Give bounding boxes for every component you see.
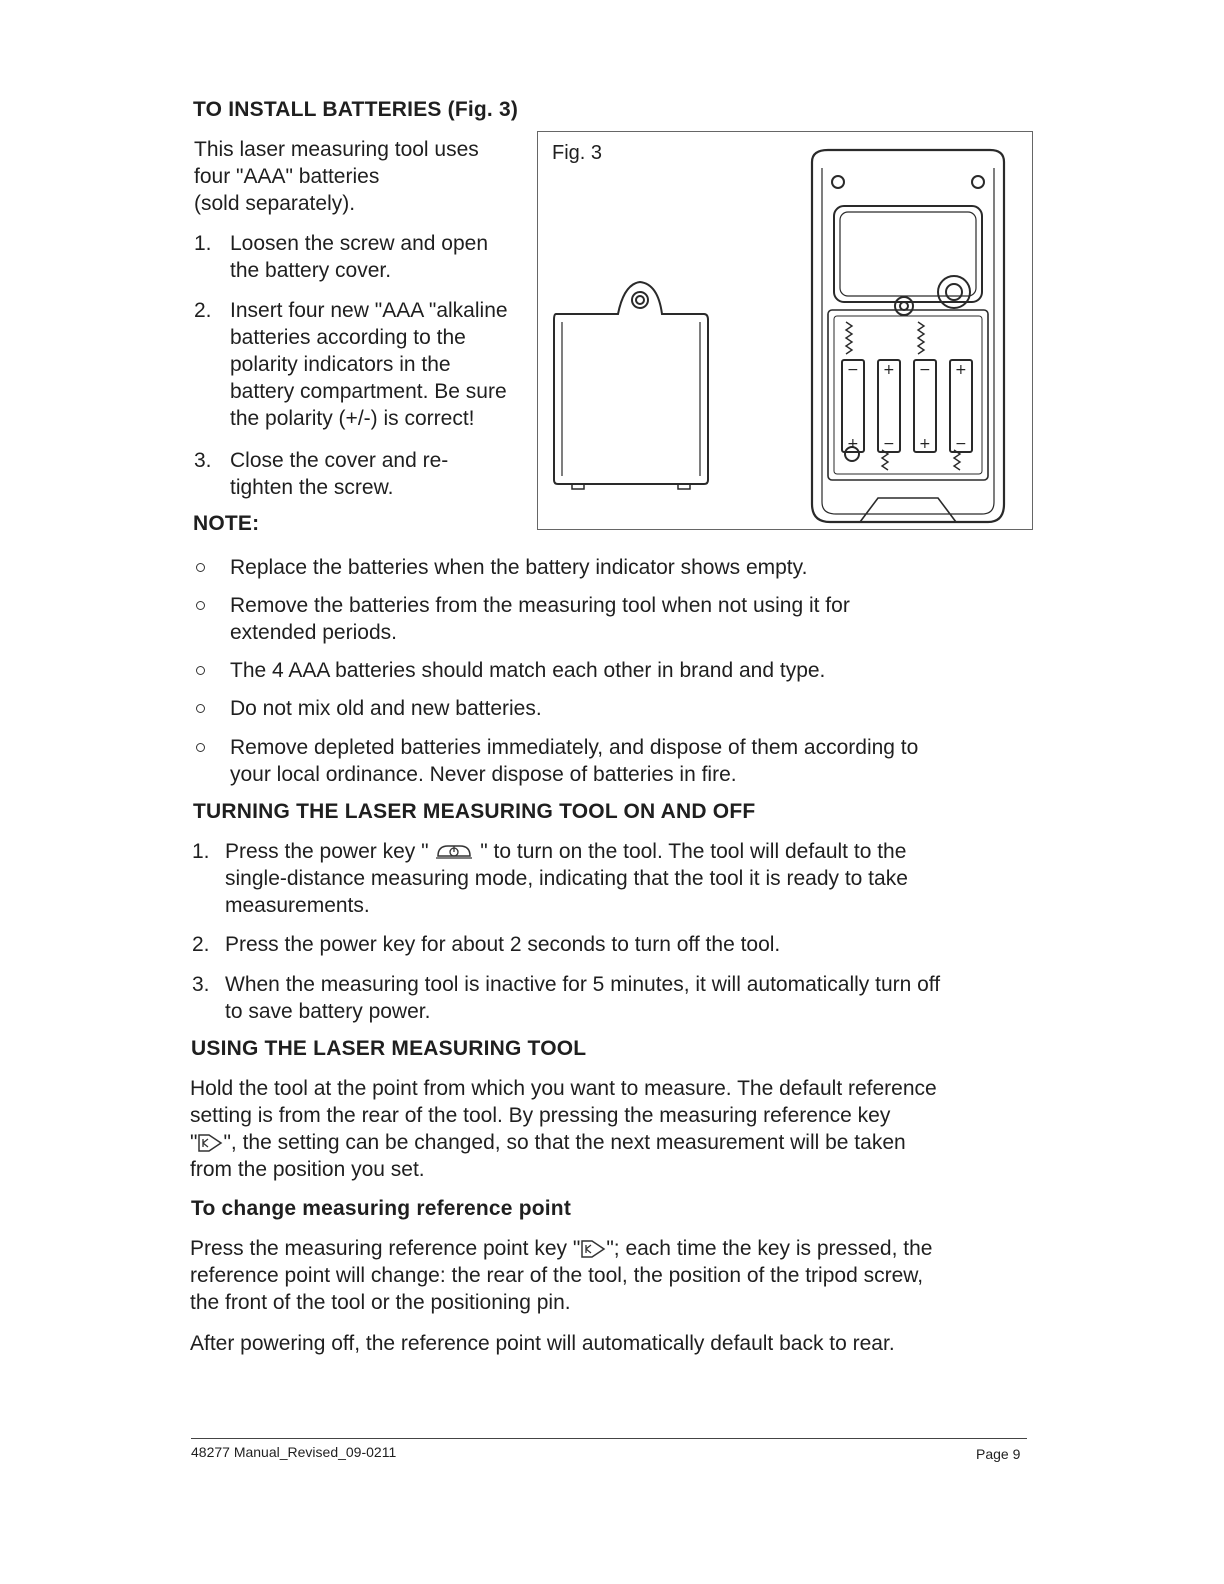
para-line bbox=[190, 1129, 1035, 1156]
step-text: Press the power key " bbox=[225, 840, 429, 863]
step-line bbox=[225, 838, 908, 865]
svg-text:−: − bbox=[919, 362, 931, 378]
intro-line: four "AAA" batteries bbox=[194, 165, 380, 188]
step-line: polarity indicators in the bbox=[230, 353, 451, 376]
step-number: 2. bbox=[192, 933, 210, 956]
step-number: 3. bbox=[192, 973, 210, 996]
step-number: 1. bbox=[192, 840, 210, 863]
step-line: measurements. bbox=[225, 894, 370, 917]
svg-text:+: + bbox=[919, 436, 931, 452]
bullet-icon bbox=[196, 666, 205, 675]
step-line: the battery cover. bbox=[230, 259, 392, 282]
step-line: Press the power key for about 2 seconds to turn off the tool. bbox=[225, 933, 781, 956]
figure-label: Fig. 3 bbox=[552, 142, 603, 164]
svg-text:+: + bbox=[847, 436, 859, 452]
svg-text:−: − bbox=[955, 436, 967, 452]
para-line: setting is from the rear of the tool. By pressing the measuring reference key bbox=[190, 1104, 891, 1127]
bullet-icon bbox=[196, 704, 205, 713]
battery-cover-drawing bbox=[554, 282, 708, 489]
step-line: battery compartment. Be sure bbox=[230, 380, 507, 403]
note-line: Replace the batteries when the battery indicator shows empty. bbox=[230, 556, 808, 579]
intro-line: (sold separately). bbox=[194, 192, 356, 215]
power-heading: TURNING THE LASER MEASURING TOOL ON AND OFF bbox=[193, 800, 756, 823]
para-line: reference point will change: the rear of the tool, the position of the tripod screw, bbox=[190, 1264, 924, 1287]
step-line: tighten the screw. bbox=[230, 476, 394, 499]
battery-diagram bbox=[538, 132, 1032, 529]
change-paragraph bbox=[190, 1235, 1035, 1316]
note-heading: NOTE: bbox=[193, 512, 260, 535]
svg-text:+: + bbox=[955, 362, 967, 378]
change-heading: To change measuring reference point bbox=[191, 1197, 572, 1220]
para-text: "; each time the key is pressed, the bbox=[606, 1237, 933, 1260]
svg-text:−: − bbox=[883, 436, 895, 452]
step-line: single-distance measuring mode, indicating that the tool it is ready to take bbox=[225, 867, 908, 890]
note-line: Remove the batteries from the measuring tool when not using it for bbox=[230, 594, 850, 617]
install-heading: TO INSTALL BATTERIES (Fig. 3) bbox=[193, 98, 519, 121]
reference-key-icon bbox=[580, 1239, 606, 1259]
svg-text:−: − bbox=[847, 362, 859, 378]
step-number: 3. bbox=[194, 449, 212, 472]
step-line: Loosen the screw and open bbox=[230, 232, 489, 255]
note-line: Do not mix old and new batteries. bbox=[230, 697, 542, 720]
note-line: extended periods. bbox=[230, 621, 397, 644]
para-line: Hold the tool at the point from which you want to measure. The default reference bbox=[190, 1077, 937, 1100]
step-text: " to turn on the tool. The tool will default to the bbox=[480, 840, 907, 863]
power-key-icon bbox=[434, 842, 474, 862]
note-line: The 4 AAA batteries should match each other in brand and type. bbox=[230, 659, 826, 682]
install-intro bbox=[194, 136, 479, 217]
para-line: the front of the tool or the positioning pin. bbox=[190, 1291, 571, 1314]
using-heading: USING THE LASER MEASURING TOOL bbox=[191, 1037, 587, 1060]
step-line: the polarity (+/-) is correct! bbox=[230, 407, 475, 430]
footer-rule bbox=[191, 1438, 1027, 1439]
intro-line: This laser measuring tool uses bbox=[194, 138, 479, 161]
step-line: Insert four new "AAA "alkaline bbox=[230, 299, 508, 322]
svg-text:+: + bbox=[883, 362, 895, 378]
step-line: Close the cover and re- bbox=[230, 449, 449, 472]
para-text: Press the measuring reference point key " bbox=[190, 1237, 581, 1260]
para-line: from the position you set. bbox=[190, 1158, 425, 1181]
tool-back-drawing bbox=[812, 150, 1004, 522]
step-number: 2. bbox=[194, 299, 212, 322]
step-line: When the measuring tool is inactive for 5 minutes, it will automatically turn off bbox=[225, 973, 941, 996]
para-text: ", the setting can be changed, so that the next measurement will be taken bbox=[223, 1131, 906, 1154]
step-line: batteries according to the bbox=[230, 326, 466, 349]
para-text: " bbox=[190, 1131, 198, 1154]
bullet-icon bbox=[196, 743, 205, 752]
after-power-off-text: After powering off, the reference point will automatically default back to rear. bbox=[190, 1332, 895, 1355]
para-line bbox=[190, 1235, 1035, 1262]
reference-key-icon bbox=[197, 1133, 223, 1153]
bullet-icon bbox=[196, 563, 205, 572]
note-line: Remove depleted batteries immediately, and dispose of them according to bbox=[230, 736, 919, 759]
bullet-icon bbox=[196, 601, 205, 610]
note-line: your local ordinance. Never dispose of batteries in fire. bbox=[230, 763, 737, 786]
using-paragraph bbox=[190, 1075, 1035, 1183]
step-number: 1. bbox=[194, 232, 212, 255]
footer-doc-id: 48277 Manual_Revised_09-0211 bbox=[191, 1444, 397, 1460]
footer-page-number: Page 9 bbox=[976, 1446, 1021, 1462]
figure-3 bbox=[537, 131, 1033, 530]
step-line: to save battery power. bbox=[225, 1000, 431, 1023]
